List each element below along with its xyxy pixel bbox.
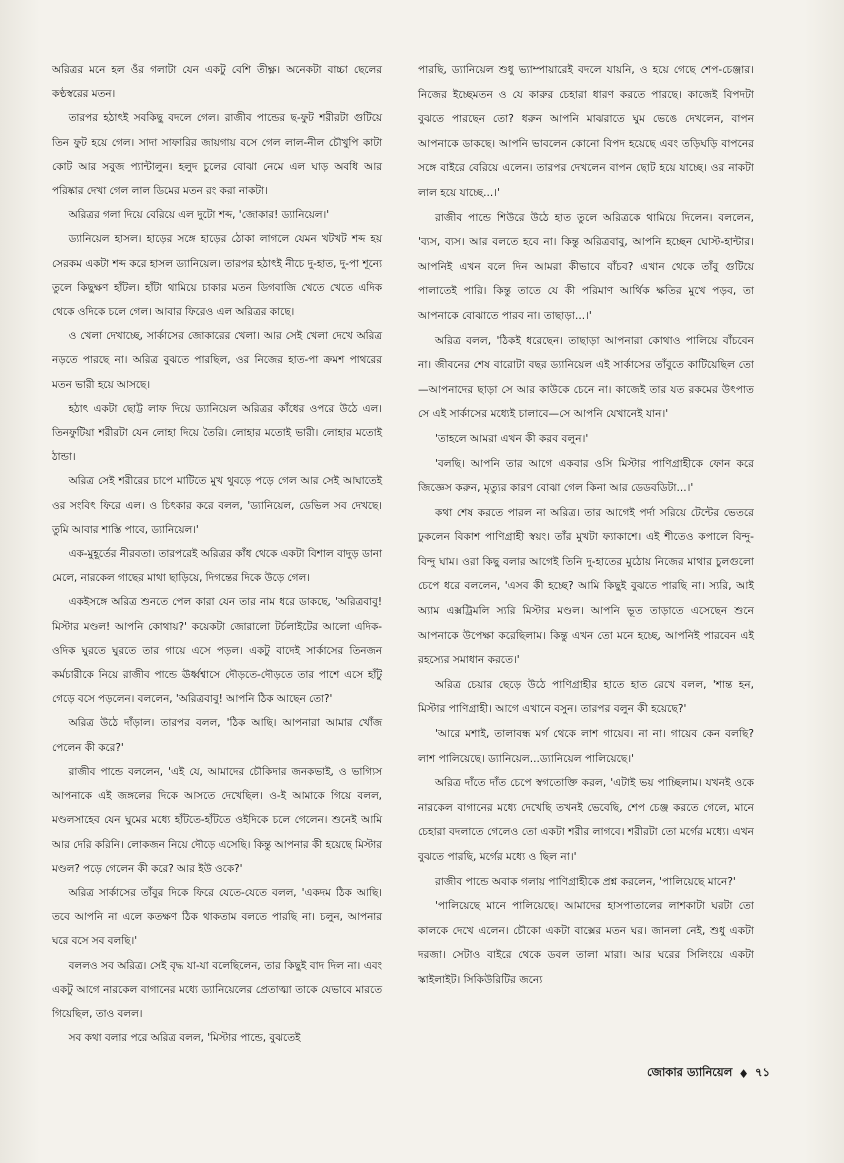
- paragraph: কথা শেষ করতে পারল না অরিত্র। তার আগেই পর্দা সরিয়ে টেন্টের ভেতরে ঢুকলেন বিকাশ পাণিগ্রাহী স্বয়ং। তাঁর মুখটা ফ্যাকাশে। এই শীতেও কপালে বিন্দু-বিন্দু ঘাম। ওরা কিছু বলার আগেই তিনি দু-হাতের মুঠোয় নিজের মাথার চুলগুলো চেপে ধরে বললেন, 'এসব কী হচ্ছে? আমি কিছুই বুঝতে পারছি না। স্যরি, আই অ্যাম এক্সট্রিমলি স্যরি মিস্টার মণ্ডল। আপনি ভূত তাড়াতে এসেছেন শুনে আপনাকে উপেক্ষা করেছিলাম। কিন্তু এখন তো মনে হচ্ছে, আপনিই পারবেন এই রহস্যের সমাধান করতে।': [418, 506, 754, 667]
- right-text-column: [418, 58, 754, 993]
- paragraph: অরিত্রর গলা দিয়ে বেরিয়ে এল দুটো শব্দ, 'জোকার! ড্যানিয়েল।': [68, 209, 330, 222]
- paragraph: রাজীব পান্ডে অবাক গলায় পাণিগ্রাহীকে প্রশ্ন করলেন, 'পালিয়েছে মানে?': [434, 875, 736, 888]
- paragraph: ড্যানিয়েল হাসল। হাড়ের সঙ্গে হাড়ের ঠোকা লাগলে যেমন খটখট শব্দ হয় সেরকম একটা শব্দ করে হাসল ড্যানিয়েল। তারপর হঠাৎই নীচে দু-হাত, দু-পা শূন্যে তুলে কিছুক্ষণ হাঁটল। হাঁটা থামিয়ে চাকার মতন ডিগবাজি খেতে খেতে এদিক থেকে ওদিকে চলে গেল। আবার ফিরেও এল অরিত্রর কাছে।: [52, 233, 382, 319]
- paragraph: পারছি, ড্যানিয়েল শুধু ভ্যাম্পায়ারেই বদলে যায়নি, ও হয়ে গেছে শেপ-চেঞ্জার। নিজের ইচ্ছেমতন ও যে কারুর চেহারা ধারণ করতে পারছে। কাজেই বিপদটা বুঝতে পারছেন তো? ধরুন আপনি মাঝরাতে ঘুম ভেঙে দেখলেন, বাপন আপনাকে ডাকছে। আপনি ভাবলেন কোনো বিপদ হয়েছে এবং তড়িঘড়ি বাপনের সঙ্গে বাইরে বেরিয়ে এলেন। তারপর দেখলেন বাপন ছোট হয়ে যাচ্ছে। ওর নাকটা লাল হয়ে যাচ্ছে...।': [418, 64, 754, 199]
- paragraph: 'পালিয়েছে মানে পালিয়েছে। আমাদের হাসপাতালের লাশকাটা ঘরটা তো কালকে দেখে এলেন। চৌকো একটা বাক্সের মতন ঘর। জানলা নেই, শুধু একটা দরজা। সেটাও বাইরে থেকে ডবল তালা মারা। আর ঘরের সিলিংয়ে একটা স্কাইলাইট। সিকিউরিটির জন্যে: [418, 900, 754, 986]
- paragraph: অরিত্র সেই শরীরের চাপে মাটিতে মুখ থুবড়ে পড়ে গেল আর সেই আঘাতেই ওর সংবিৎ ফিরে এল। ও চিৎকার করে বলল, 'ড্যানিয়েল, ডেভিল সব দেখছে। তুমি আবার শাস্তি পাবে, ড্যানিয়েল।': [52, 475, 382, 536]
- paragraph: ও খেলা দেখাচ্ছে, সার্কাসের জোকারের খেলা। আর সেই খেলা দেখে অরিত্র নড়তে পারছে না। অরিত্র বুঝতে পারছিল, ওর নিজের হাত-পা ক্রমশ পাথরের মতন ভারী হয়ে আসছে।: [52, 330, 382, 391]
- paragraph: অরিত্রর মনে হল ওঁর গলাটা যেন একটু বেশি তীক্ষ্ণ। অনেকটা বাচ্চা ছেলের কণ্ঠস্বরের মতন।: [52, 64, 382, 101]
- paragraph: হঠাৎ একটা ছোট্ট লাফ দিয়ে ড্যানিয়েল অরিত্রর কাঁধের ওপরে উঠে এল। তিনফুটিয়া শরীরটা যেন লোহা দিয়ে তৈরি। লোহার মতোই ভারী। লোহার মতোই ঠান্ডা।: [52, 402, 382, 464]
- running-title: জোকার ড্যানিয়েল: [647, 1065, 733, 1079]
- paragraph: বললও সব অরিত্র। সেই বৃদ্ধ যা-যা বলেছিলেন, তার কিছুই বাদ দিল না। এবং একটু আগে নারকেল বাগানের মধ্যে ড্যানিয়েলের প্রেতাত্মা তাকে যেভাবে মারতে গিয়েছিল, তাও বলল।: [52, 959, 382, 1020]
- paragraph: অরিত্র চেয়ার ছেড়ে উঠে পাণিগ্রাহীর হাতে হাত রেখে বলল, 'শান্ত হন, মিস্টার পাণিগ্রাহী। আগে এখানে বসুন। তারপর বলুন কী হয়েছে?': [418, 678, 754, 716]
- diamond-separator-icon: ♦: [738, 1066, 750, 1081]
- paragraph: অরিত্র দাঁতে দাঁত চেপে স্বগতোক্তি করল, 'এটাই ভয় পাচ্ছিলাম। যখনই ওকে নারকেল বাগানের মধ্যে দেখেছি তখনই ভেবেছি, শেপ চেঞ্জ করতে গেলে, মানে চেহারা বদলাতে গেলেও তো একটা শরীর লাগবে। শরীরটা তো মর্গের মধ্যে। এখন বুঝতে পারছি, মর্গের মধ্যে ও ছিল না।': [418, 777, 754, 863]
- paragraph: অরিত্র বলল, 'ঠিকই ধরেছেন। তাছাড়া আপনারা কোথাও পালিয়ে বাঁচবেন না। জীবনের শেষ বারোটা বছর ড্যানিয়েল এই সার্কাসের তাঁবুতে কাটিয়েছিল তো—আপনাদের ছাড়া সে আর কাউকে চেনে না। কাজেই তার যত রকমের উৎপাত সে এই সার্কাসের মধ্যেই চালাবে—সে আপনি যেখানেই যান।': [418, 334, 754, 421]
- paragraph: রাজীব পান্ডে শিউরে উঠে হাত তুলে অরিত্রকে থামিয়ে দিলেন। বললেন, 'ব্যস, ব্যস। আর বলতে হবে না। কিন্তু অরিত্রবাবু, আপনি হচ্ছেন ঘোস্ট-হান্টার। আপনিই এখন বলে দিন আমরা কীভাবে বাঁচব? এখান থেকে তাঁবু গুটিয়ে পালাতেই পারি। কিন্তু তাতে যে কী পরিমাণ আর্থিক ক্ষতির মুখে পড়ব, তা আপনাকে বোঝাতে পারব না। তাছাড়া...।': [418, 211, 754, 322]
- paragraph: 'বলছি। আপনি তার আগে একবার ওসি মিস্টার পাণিগ্রাহীকে ফোন করে জিজ্ঞেস করুন, মৃত্যুর কারণ বোঝা গেল কিনা আর ডেডবডিটা...।': [418, 457, 754, 495]
- paragraph: 'তাহলে আমরা এখন কী করব বলুন।': [434, 432, 589, 445]
- paragraph: এক-মুহূর্তের নীরবতা। তারপরেই অরিত্রর কাঁধ থেকে একটা বিশাল বাদুড় ডানা মেলে, নারকেল গাছের মাথা ছাড়িয়ে, দিগন্তের দিকে উড়ে গেল।: [52, 548, 382, 585]
- paragraph: রাজীব পান্ডে বললেন, 'এই যে, আমাদের চৌকিদার জনকভাই, ও ভাগ্যিস আপনাকে এই জঙ্গলের দিকে আসতে দেখেছিল। ও-ই আমাকে গিয়ে বলল, মণ্ডলসাহেব যেন ঘুমের মধ্যে হাঁটতে-হাঁটতে ওইদিকে চলে গেলেন। শুনেই আমি আর দেরি করিনি। লোকজন নিয়ে দৌড়ে এসেছি। কিন্তু আপনার কী হয়েছে মিস্টার মণ্ডল? পড়ে গেলেন কী করে? আর ইউ ওকে?': [52, 765, 382, 875]
- paragraph: অরিত্র সার্কাসের তাঁবুর দিকে ফিরে যেতে-যেতে বলল, 'একদম ঠিক আছি। তবে আপনি না এলে কতক্ষণ ঠিক থাকতাম বলতে পারছি না। চলুন, আপনার ঘরে বসে সব বলছি।': [52, 886, 382, 948]
- page-footer: [647, 1064, 770, 1083]
- page-number: ৭১: [755, 1065, 770, 1079]
- paragraph: একইসঙ্গে অরিত্র শুনতে পেল কারা যেন তার নাম ধরে ডাকছে, 'অরিত্রবাবু! মিস্টার মণ্ডল! আপনি কোথায়?' কয়েকটা জোরালো টর্চলাইটের আলো এদিক-ওদিক ঘুরতে ঘুরতে তার গায়ে এসে পড়ল। একটু বাদেই সার্কাসের তিনজন কর্মচারীকে নিয়ে রাজীব পান্ডে ঊর্ধ্বশ্বাসে দৌড়তে-দৌড়তে তার পাশে এসে হাঁটু গেড়ে বসে পড়লেন। বললেন, 'অরিত্রবাবু! আপনি ঠিক আছেন তো?': [52, 596, 382, 706]
- paragraph: সব কথা বলার পরে অরিত্র বলল, 'মিস্টার পান্ডে, বুঝতেই: [68, 1032, 301, 1045]
- left-text-column: [52, 58, 382, 1050]
- paragraph: 'আরে মশাই, তালাবন্ধ মর্গ থেকে লাশ গায়েব। না না। গায়েব কেন বলছি? লাশ পালিয়েছে। ড্যানিয়েল...ড্যানিয়েল পালিয়েছে।': [418, 728, 754, 765]
- paragraph: অরিত্র উঠে দাঁড়াল। তারপর বলল, 'ঠিক আছি। আপনারা আমার খোঁজ পেলেন কী করে?': [52, 717, 382, 754]
- paragraph: তারপর হঠাৎই সবকিছু বদলে গেল। রাজীব পান্ডের ছ-ফুট শরীরটা গুটিয়ে তিন ফুট হয়ে গেল। সাদা সাফারির জায়গায় বসে গেল লাল-নীল চৌখুপি কাটা কোট আর সবুজ প্যান্টালুন। হলুদ চুলের বোঝা নেমে এল ঘাড় অবধি আর পরিষ্কার দেখা গেল লাল ডিমের মতন রং করা নাকটা।: [52, 112, 382, 198]
